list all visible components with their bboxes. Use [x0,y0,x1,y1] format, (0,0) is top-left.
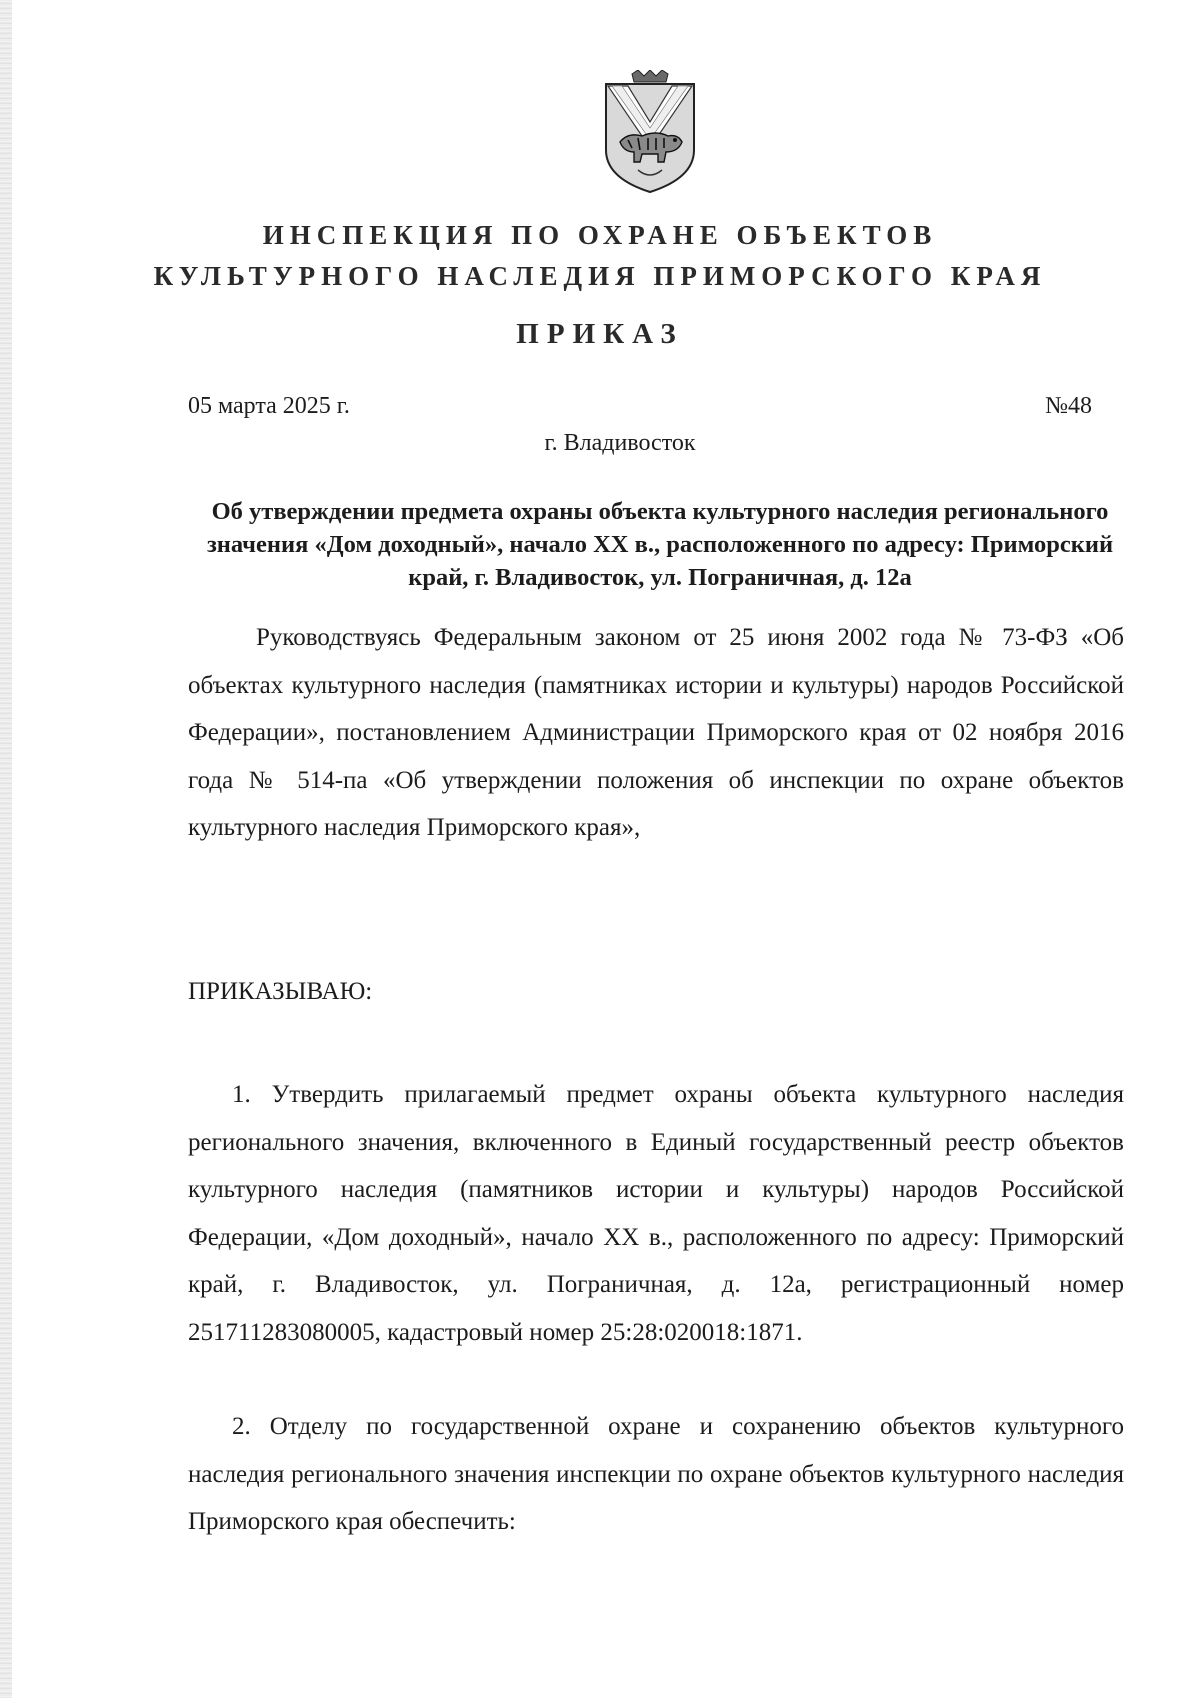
document-type: ПРИКАЗ [516,318,684,350]
preamble-paragraph: Руководствуясь Федеральным законом от 25 июня 2002 года № 73-ФЗ «Об объектах культурного наследия (памятниках истории и культуры) народов Российской Федерации», постановлением Администрации Приморского края от 02 ноября 2016 года № 514-па «Об утверждении положения об инспекции по охране объектов культурного наследия Приморского края», [188,624,1124,841]
document-city: г. Владивосток [544,430,696,456]
agency-name-line1: ИНСПЕКЦИЯ ПО ОХРАНЕ ОБЪЕКТОВ [262,220,938,250]
order-item-1: 1. Утвердить прилагаемый предмет охраны объекта культурного наследия регионального значения, включенного в Единый государственный реестр объектов культурного наследия (памятников истории и культуры) народов Российской Федерации, «Дом доходный», начало XX в., расположенного по адресу: Приморский край, г. Владивосток, ул. Пограничная, д. 12а, регистрационный номер 251711283080005, кадастровый номер 25:28:020018:1871. [188,1081,1124,1346]
scan-speck [1185,1385,1193,1399]
scan-edge [0,0,12,1698]
document-date: 05 марта 2025 г. [188,393,350,419]
coat-of-arms-icon [598,70,702,196]
document-title: Об утверждении предмета охраны объекта культурного наследия регионального значения «Дом доходный», начало XX в., расположенного по адресу: Приморский край, г. Владивосток, ул. Пограничная, д. 12а [206,498,1114,591]
agency-name-line2: КУЛЬТУРНОГО НАСЛЕДИЯ ПРИМОРСКОГО КРАЯ [153,261,1047,291]
order-word: ПРИКАЗЫВАЮ: [188,978,373,1005]
order-item-2: 2. Отделу по государственной охране и сохранению объектов культурного наследия регионального значения инспекции по охране объектов культурного наследия Приморского края обеспечить: [188,1413,1124,1535]
document-number: №48 [1045,393,1092,419]
